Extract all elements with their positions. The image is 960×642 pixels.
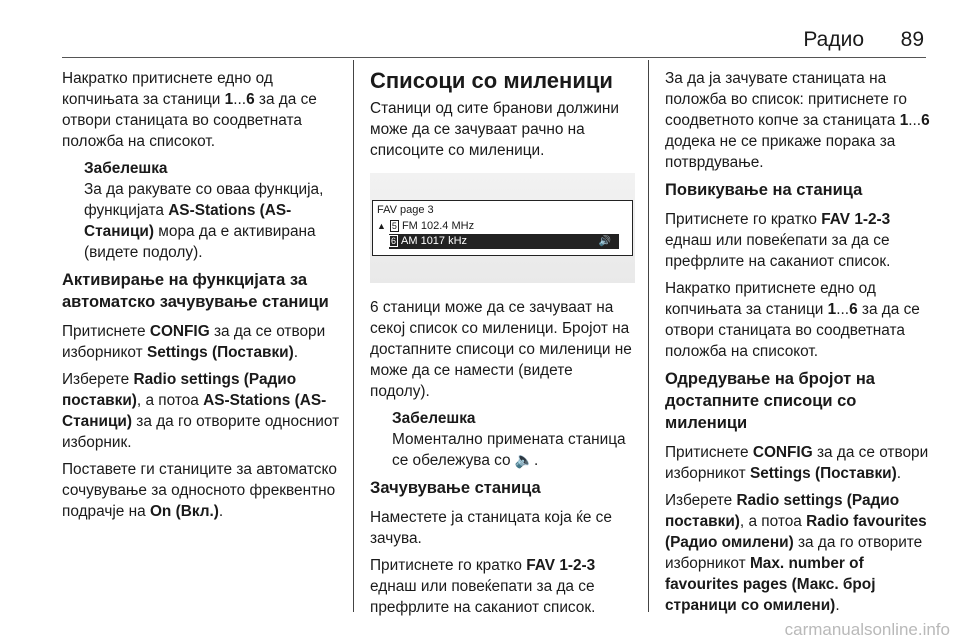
fav-page-label: FAV page 3: [377, 204, 434, 216]
paragraph: Притиснете CONFIG за да се отвори изборникот Settings (Поставки).: [665, 444, 929, 482]
note-title: Забелешка: [392, 410, 476, 427]
up-arrow-icon: ▲: [377, 221, 386, 231]
column-3: [665, 68, 933, 622]
paragraph: Накратко притиснете едно од копчињата за станици 1...6 за да се отвори станицата во соодветната положба на списокот.: [665, 280, 920, 360]
page-number: 89: [900, 28, 924, 51]
note: Забелешка Моментално примената станица се обележува со 🔈.: [370, 408, 636, 471]
section-heading: Повикување на станица: [665, 181, 863, 199]
speaker-icon: 🔊: [598, 236, 611, 247]
slot-number: 6: [391, 236, 397, 246]
paragraph: Притиснете го кратко FAV 1-2-3 еднаш или повеќепати за да се префрлите на саканиот список.: [370, 557, 596, 616]
paragraph: Станици од сите бранови должини може да се зачуваат рачно на списоците со миленици.: [370, 100, 620, 159]
slot-number: 5: [391, 221, 397, 231]
section-heading: Активирање на функцијата за автоматско зачувување станици: [62, 271, 329, 311]
paragraph: Изберете Radio settings (Радио поставки), а потоа AS-Stations (AS-Станици) за да го отворите односниот изборник.: [62, 371, 340, 451]
paragraph: Притиснете CONFIG за да се отвори изборникот Settings (Поставки).: [62, 323, 326, 361]
paragraph: За да ја зачувате станицата на положба во список: притиснете го соодветното копче за станицата 1...6 додека не се прикаже порака за потврдување.: [665, 70, 930, 171]
paragraph: Наместете ја станицата која ќе се зачува.: [370, 509, 612, 547]
note-title: Забелешка: [84, 160, 168, 177]
paragraph: Притиснете го кратко FAV 1-2-3 еднаш или повеќепати за да се префрлите на саканиот список.: [665, 211, 891, 270]
header-rule: [62, 57, 926, 58]
section-title: Списоци со миленици: [370, 68, 613, 93]
paragraph: Изберете Radio settings (Радио поставки), а потоа Radio favourites (Радио омилени) за да го отворите изборникот Max. number of favourites pages (Макс. број страници со омилени).: [665, 492, 927, 614]
paragraph: 6 станици може да се зачуваат на секој список со миленици. Бројот на достапните списоци со миленици не може да се намести (видете подолу).: [370, 299, 632, 400]
watermark: carmanualsonline.info: [784, 620, 950, 639]
column-2: [370, 68, 636, 624]
column-1: [62, 68, 344, 528]
station-row: ▲ 5 FM 102.4 MHz: [377, 220, 475, 232]
page-title: Радио: [803, 28, 864, 51]
section-heading: Одредување на бројот на достапните списоци со миленици: [665, 370, 875, 432]
note: Забелешка За да ракувате со оваа функција, функцијата AS-Stations (AS-Станици) мора да е активирана (видете подолу).: [62, 158, 344, 263]
paragraph: Поставете ги станиците за автоматско сочувување за односното фреквентно подрачје на On (Вкл.).: [62, 461, 337, 520]
page-header: [62, 18, 926, 58]
column-divider-2: [648, 60, 649, 612]
display-screen: [372, 200, 633, 256]
column-divider-1: [353, 60, 354, 612]
section-heading: Зачувување станица: [370, 479, 541, 497]
radio-display-illustration: [370, 173, 635, 283]
paragraph: Накратко притиснете едно од копчињата за станици 1...6 за да се отвори станицата во соодветната положба на списокот.: [62, 70, 317, 150]
speaker-icon: 🔈: [514, 452, 535, 469]
station-row-selected: 6 AM 1017 kHz 🔊: [389, 234, 619, 249]
